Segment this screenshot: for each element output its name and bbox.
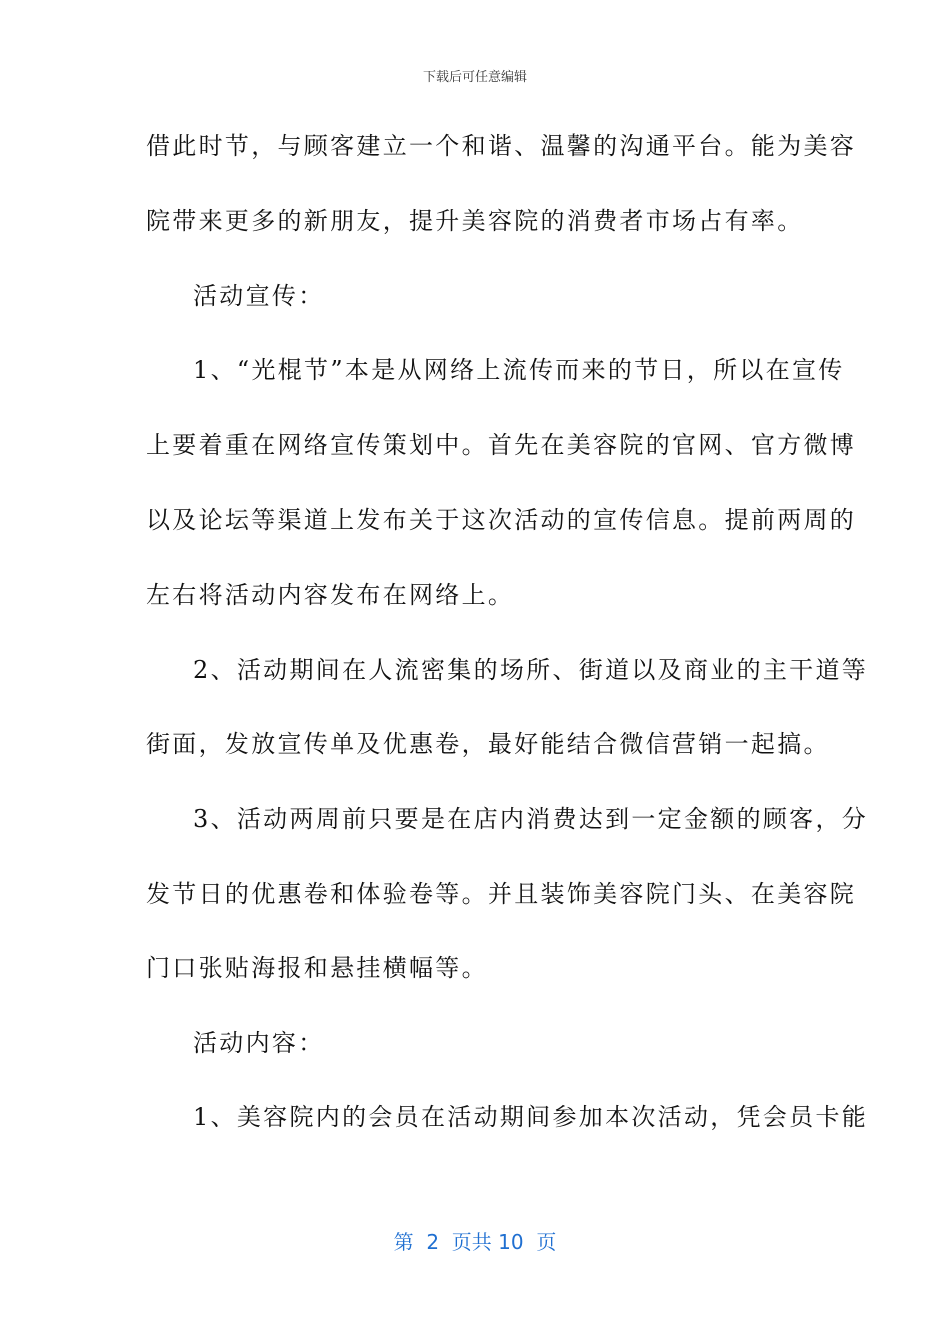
body-line: 发节日的优惠卷和体验卷等。并且装饰美容院门头、在美容院 [146,880,857,908]
body-line: 上要着重在网络宣传策划中。首先在美容院的官网、官方微博 [146,431,857,459]
body-line: 借此时节，与顾客建立一个和谐、温馨的沟通平台。能为美容 [146,132,857,160]
body-line: 2、活动期间在人流密集的场所、街道以及商业的主干道等 [193,656,869,684]
body-line: 3、活动两周前只要是在店内消费达到一定金额的顾客，分 [193,805,869,833]
header-note: 下载后可任意编辑 [422,70,527,85]
body-line: 1、“光棍节”本是从网络上流传而来的节日，所以在宣传 [193,356,845,384]
body-line: 1、美容院内的会员在活动期间参加本次活动，凭会员卡能 [193,1103,869,1131]
section-heading: 活动内容： [193,1029,325,1057]
body-line: 以及论坛等渠道上发布关于这次活动的宣传信息。提前两周的 [146,506,857,534]
section-heading: 活动宣传： [193,282,325,310]
body-line: 门口张贴海报和悬挂横幅等。 [146,954,488,982]
body-line: 街面，发放宣传单及优惠卷，最好能结合微信营销一起搞。 [146,730,830,758]
body-line: 左右将活动内容发布在网络上。 [146,581,515,609]
body-line: 院带来更多的新朋友，提升美容院的消费者市场占有率。 [146,207,804,235]
page-number: 第 2 页共 10 页 [393,1230,557,1254]
